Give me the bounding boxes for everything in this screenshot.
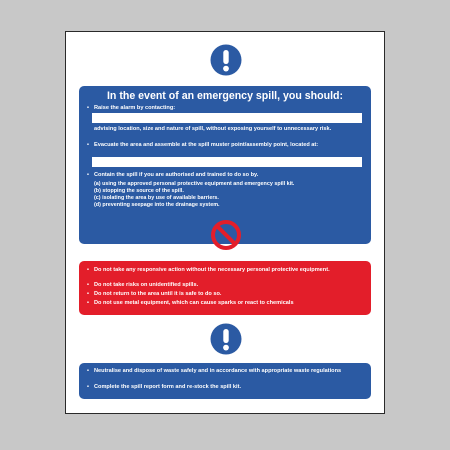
contact-field [92, 113, 362, 123]
evacuate-item: • Evacuate the area and assemble at the spill muster point/assembly point, located at: [87, 142, 365, 149]
mandatory-exclamation-icon [210, 323, 242, 355]
disposal-item: • Complete the spill report form and re-stock the spill kit. [87, 384, 365, 391]
muster-point-field [92, 157, 362, 167]
disposal-text: Complete the spill report form and re-stock the spill kit. [94, 384, 242, 390]
prohibition-item: • Do not take risks on unidentified spills. [87, 282, 365, 289]
safety-sign [65, 31, 385, 414]
advising-item [87, 126, 365, 133]
raise-alarm-item: • Raise the alarm by contacting: [87, 105, 365, 112]
evacuate-text: Evacuate the area and assemble at the spill muster point/assembly point, located at: [94, 142, 319, 148]
contain-text: Contain the spill if you are authorised and trained to do so by. [94, 172, 259, 178]
sub-item-a: (a) using the approved personal protective equipment and emergency spill kit. [94, 181, 295, 187]
raise-alarm-text: Raise the alarm by contacting: [94, 105, 176, 111]
panel-title: In the event of an emergency spill, you should: [106, 90, 344, 102]
disposal-item: • Neutralise and dispose of waste safely and in accordance with appropriate waste regulations [87, 368, 365, 375]
prohibition-item: • Do not use metal equipment, which can cause sparks or react to chemicals [87, 300, 365, 307]
prohibition-text: Do not take risks on unidentified spills. [94, 282, 199, 288]
sub-item-c: (c) isolating the area by use of available barriers. [94, 195, 219, 201]
waste-disposal-panel [79, 363, 371, 399]
prohibition-text: Do not use metal equipment, which can cause sparks or react to chemicals [94, 300, 294, 306]
sub-item-b: (b) stopping the source of the spill. [94, 188, 184, 194]
sub-item-d: (d) preventing seepage into the drainage system. [94, 202, 220, 208]
prohibition-item: • Do not return to the area until it is safe to do so. [87, 291, 365, 298]
prohibition-icon [210, 219, 242, 251]
contain-item: • Contain the spill if you are authorised and trained to do so by. [87, 172, 365, 179]
disposal-text: Neutralise and dispose of waste safely and in accordance with appropriate waste regulations [94, 368, 342, 374]
advising-text: advising location, size and nature of spill, without exposing yourself to unnecessary risk. [94, 126, 332, 132]
prohibition-item: • Do not take any responsive action without the necessary personal protective equipment. [87, 267, 365, 274]
prohibition-text: Do not return to the area until it is safe to do so. [94, 291, 222, 297]
prohibition-text: Do not take any responsive action without the necessary personal protective equipment. [94, 267, 330, 273]
prohibition-panel [79, 261, 371, 315]
mandatory-exclamation-icon [210, 44, 242, 76]
